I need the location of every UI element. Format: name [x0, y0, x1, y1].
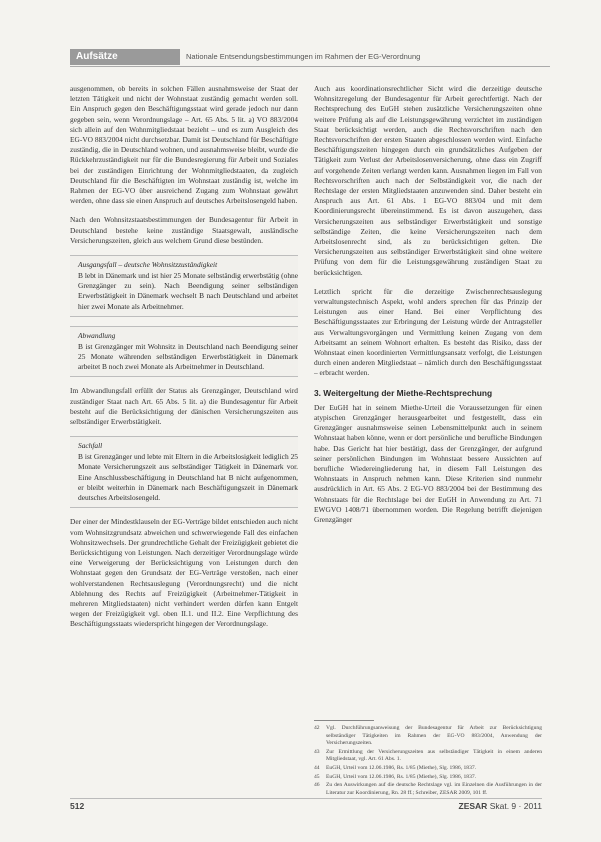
example-title: Sachfall [78, 441, 103, 451]
footnote [314, 782, 542, 796]
footnote [314, 749, 542, 764]
page-number: 512 [70, 801, 85, 811]
footnote-number: 44 [314, 764, 320, 771]
footnote-text: EuGH, Urteil vom 12.06.1986, Rs. 1/85 (Miethe), Slg. 1986, 1837. [326, 764, 477, 771]
example-box [70, 436, 298, 508]
body-paragraph: Auch aus koordinationsrechtlicher Sicht wird die derzeitige deutsche Wohnsitzregelung der Bundesagentur für Arbeit gerechtfertigt. Nach der Rechtsprechung des EuGH stehen zusätzliche Versicherungszeiten ohne weitere Prüfung als auf die Leistungsgewährung verzichtet im zuständigen Staat berücksichtigt werden, auch die Rechtsvorschriften nach den Rechtsvorschriften der ersten Staaten abgeschlossen werden wird. Einfache Beschäftigungszeiten hingegen durch ein grundsätzliches Aufgeben der Tätigkeit zum Verlust der Arbeitslosenversicherung, ohne dass ein Zugriff auf vorgehende Zeiten verlangt werden kann. Ausnahmen liegen im Fall von Rechtsvorschriften auch nach der Selbständigkeit vor, die nach der Rechtslage der ersten Mitgliedstaaten anzuwenden sind. Daher besteht ein Anspruch aus Art. 61 Abs. 1 EG-VO 883/04 und mit dem Koordinierungsrecht übereinstimmend. Es ist davon auszugehen, dass Versicherungszeiten aus selbständiger Erwerbstätigkeit und sonstige selbständige Zeiten, die keine Versicherungszeiten nach dem Arbeitslosenrecht sind, als zu berücksichtigen gelten. Die Versicherungszeiten aus selbständiger Erwerbstätigkeit sind ohne weitere Prüfung von dem für die Leistungsgewährung zuständigen Staat zu berücksichtigen. [314, 84, 542, 277]
footnote-text: EuGH, Urteil vom 12.06.1986, Rs. 1/85 (Miethe), Slg. 1986, 1837. [326, 773, 477, 780]
footnote-number: 45 [314, 773, 320, 780]
running-title: Nationale Entsendungsbestimmungen im Rahmen der EG-Verordnung [186, 52, 421, 61]
body-paragraph: Der EuGH hat in seinem Miethe-Urteil die Voraussetzungen für einen atypischen Grenzgänger herausgearbeitet und festgestellt, dass ein Grenzgänger ausnahmsweise seinen Lebensmittelpunkt auch in seinem Wohnstaat haben könne, wenn er dort persönliche und berufliche Bindungen habe. Das Gericht hat hier bestätigt, dass der Grenzgänger, der aufgrund seiner persönlichen Bindungen im Wohnstaat bessere Aussichten auf berufliche Wiedereingliederung hat, in diesem Fall Leistungen des Wohnstaats in Anspruch nehmen kann. Diese Kriterien sind nunmehr ausdrücklich in Art. 65 Abs. 2 EG-VO 883/2004 bei der Bestimmung des Wohnstaats für die Rechtslage bei der EuGH in Anwendung zu Art. 71 EWGVO 1408/71 übernommen worden. Die Regelung betrifft diejenigen Grenzgänger [314, 402, 542, 524]
footnote-number: 43 [314, 748, 320, 755]
section-heading: 3. Weitergeltung der Miethe-Rechtsprechung [314, 387, 493, 398]
footnote [314, 765, 542, 773]
footnote-text: Vgl. Durchführungsanweisung der Bundesagentur für Arbeit zur Berücksichtigung selbständiger Tätigkeiten im Rahmen der EG-VO 883/2004, Anwendung der Versicherungszeiten. [326, 725, 542, 747]
example-body: B ist Grenzgänger und lebte mit Eltern in die Arbeitslosigkeit lediglich 25 Monate Versicherungszeit aus selbständiger Tätigkeit in Dänemark vor. Eine Anschlussbeschäftigung in Deutschland hat B nicht aufgenommen, er bleibt weiterhin in Dänemark nach Beschäftigungszeit in Dänemark deutsches Arbeitslosengeld. [78, 452, 298, 503]
body-paragraph: ausgenommen, ob bereits in solchen Fällen ausnahmsweise der Staat der letzten Tätigkeit und nicht der Wohnstaat zuständig gemacht werden soll. Ein Anspruch gegen den Beschäftigungsstaat wird gerade jedoch nur dann gegeben sein, wenn Verordnungslage – Art. 65 Abs. 5 lit. a) VO 883/2004 sich allein auf den Wohnmitgliedstaat bezieht – und es zum Ausgleich des EG-VO 883/2004 nicht durchsetzbar. Damit ist Deutschland für Beschäftigte zuständig, die in Deutschland wohnen, und ausnahmsweise bleibt, wurde die Rückkehrzuständigkeit nur für die Bundesregierung für Arbeit und Soziales bei der zuständigen Einrichtung der Wohnmitgliedstaaten, da zugleich Deutschland für die Beschäftigten im Wohnstaat zuständig ist, welche im Rahmen der EG-VO über ausreichend Zugang zum Wohnstaat gewährt werden, ohne dass sie einen Anspruch auf deutsches Arbeitslosengeld haben. [70, 84, 298, 206]
issue-label: Skat. 9 · 2011 [489, 801, 542, 811]
footnote [314, 774, 542, 782]
section-tab: Aufsätze [70, 49, 180, 65]
header-rule [70, 66, 550, 67]
right-column [314, 84, 542, 534]
body-paragraph: Letztlich spricht für die derzeitige Zwischenrechtsauslegung verwaltungstechnisch Aspekt, wohl anders sprechen für das Prinzip der Leistungen aus einer Hand. Bei einer Verpflichtung des Beschäftigungsstaates zur Erbringung der Leistung würde der Antragsteller aus Verwaltungsvorgängen und Vermittlung keinen Zugang von dem Arbeitsamt an seinem Wohnort erhalten. Es besteht das Risiko, dass der Wohnstaat einen koordinierten Vermittlungsansatz verfolgt, die Leistungen durch einen anderen Mitgliedstaat – nämlich durch den Beschäftigungsstaat – erbracht werden. [314, 286, 542, 378]
example-body: B lebt in Dänemark und ist hier 25 Monate selbständig erwerbstätig (ohne Grenzgänger zu sein). Nach Beendigung seiner selbständigen Erwerbstätigkeit in Dänemark wechselt B nach Deutschland und arbeitet hier zwei Monate als Arbeitnehmer. [78, 271, 298, 311]
footnote [314, 725, 542, 748]
footnote-number: 46 [314, 782, 320, 789]
page-header [70, 49, 550, 65]
body-paragraph: Im Abwandlungsfall erfüllt der Status als Grenzgänger, Deutschland wird zuständiger Staat nach Art. 65 Abs. 5 lit. a) die Bundesagentur für Arbeit besteht auf die Berücksichtigung der dänischen Versicherungszeiten aus selbständiger Erwerbstätigkeit. [70, 386, 298, 427]
example-body: B ist Grenzgänger mit Wohnsitz in Deutschland nach Beendigung seiner 25 Monate währenden selbständigen Erwerbstätigkeit in Dänemark arbeitet B noch zwei Monate als Arbeitnehmer in Deutschland. [78, 341, 298, 372]
footnote-text: Zu den Auswirkungen auf die deutsche Rechtslage vgl. im Einzelnen die Ausführungen in der Literatur zur Koordinierung, Rn. 28 ff.; Schreiber, ZESAR 2009, 101 ff. [326, 782, 542, 796]
footer-rule [70, 798, 542, 799]
example-title: Ausgangsfall – deutsche Wohnsitzzuständigkeit [78, 260, 218, 270]
example-box [70, 326, 298, 378]
footnote-number: 42 [314, 725, 320, 731]
body-paragraph: Nach den Wohnsitzstaatsbestimmungen der Bundesagentur für Arbeit in Deutschland bestehe keine zuständige Staatsgewalt, ausländische Versicherungszeiten, gleich aus welchem Grund diese bestünden. [70, 215, 298, 245]
journal-name: ZESAR [458, 801, 488, 811]
footnote-rule [314, 720, 374, 721]
left-column [70, 84, 298, 639]
footnotes [314, 720, 542, 796]
example-title: Abwandlung [78, 330, 116, 340]
example-box [70, 255, 298, 317]
footnote-text: Zur Ermittlung der Versicherungszeiten aus selbständiger Tätigkeit in einem anderen Mitgliedstaat, vgl. Art. 61 Abs. 1. [326, 748, 542, 763]
body-paragraph: Der einer der Mindestklauseln der EG-Verträge bildet entschieden auch nicht vom Wohnsitzgrundsatz abweichen und schwerwiegende Fall des einfachen Wohnsitzwechsels. Der grundrechtliche Gehalt der Freizügigkeit gebietet die Berücksichtigung von Leistungen. Nach derzeitiger Verordnungslage würde eine Verweigerung der Berücksichtigung von Leistungen durch den Wohnstaat gegen den Grundsatz der EG-Verträge verstoßen, nach einer wohlverstandenen Rechtsauslegung (Verordnungsrecht) und die nicht Ablehnung des Rechts auf Freizügigkeit (Arbeitnehmer-Tätigkeit in mehreren Mitgliedstaaten) nicht verhindert werden dürfen kann Entgelt wegen der Freizügigkeit vgl. oben II.1. und II.2. Eine Verpflichtung des Beschäftigungsstaats wiederspricht hingegen der Verordnungslage. [70, 517, 298, 629]
journal-issue [459, 801, 542, 811]
